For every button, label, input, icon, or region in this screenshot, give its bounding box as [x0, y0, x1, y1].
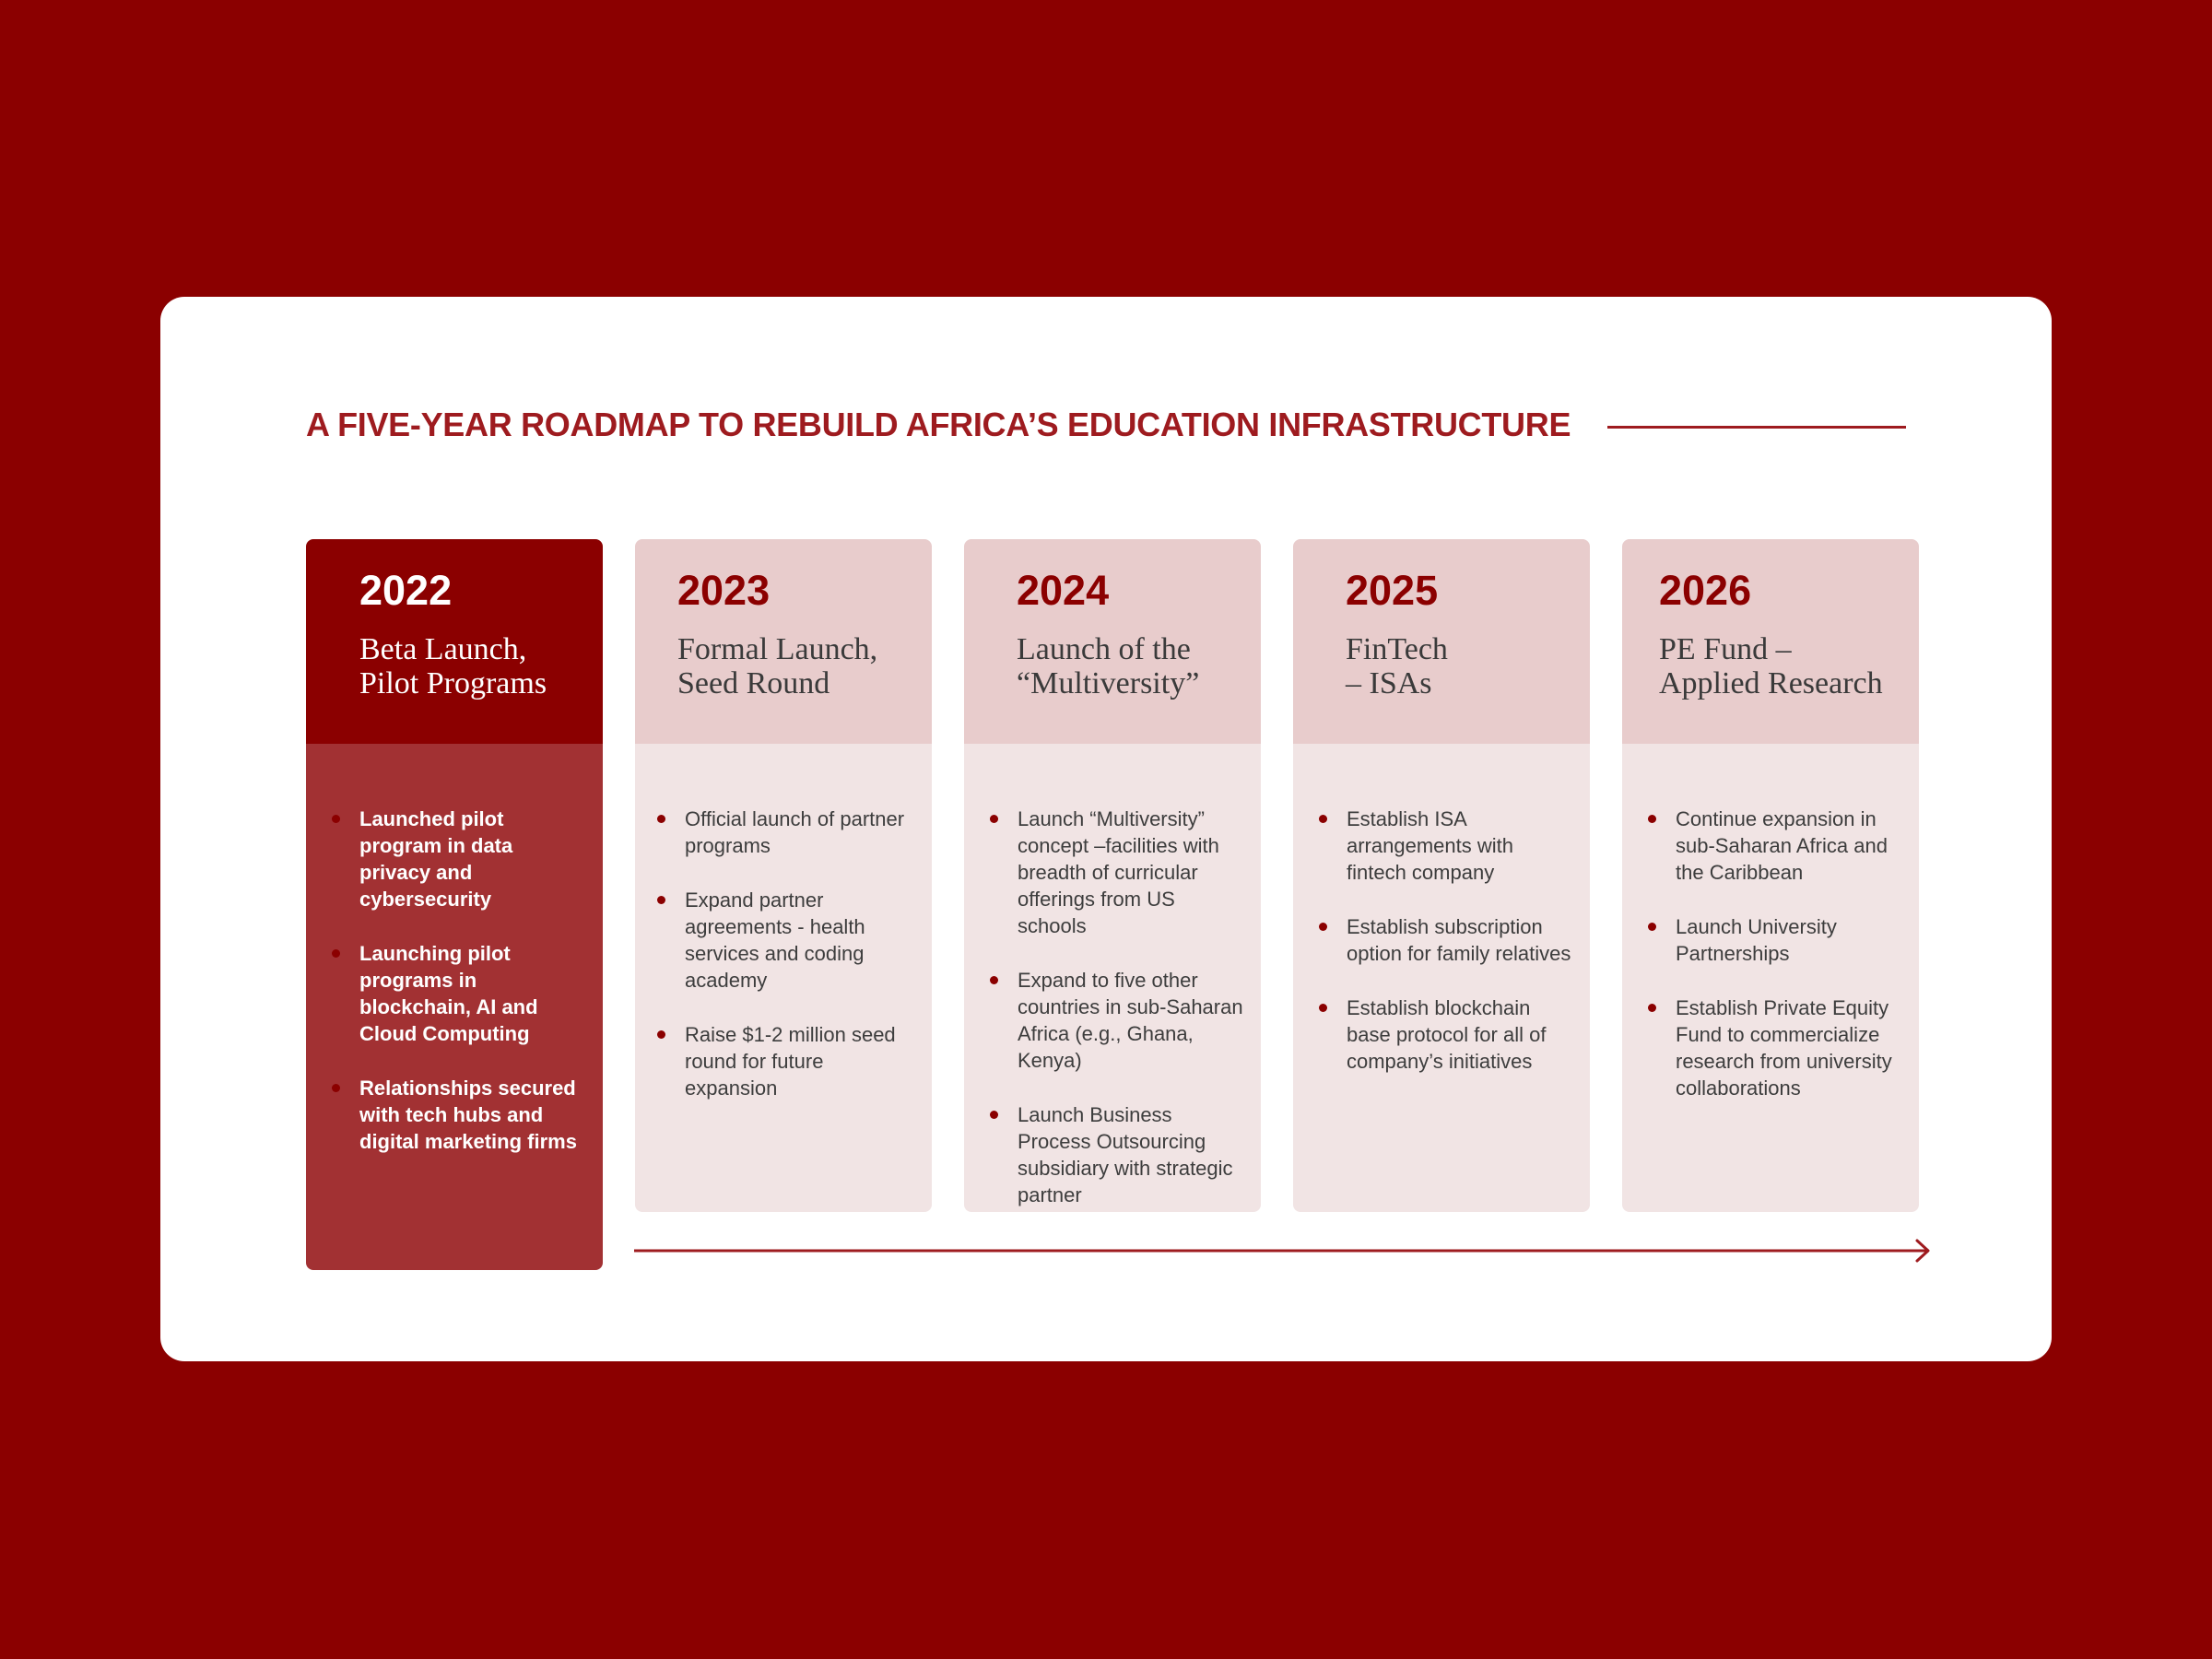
year-header [964, 539, 1261, 744]
milestone-item: Raise $1-2 million seed round for future expansion [657, 1021, 913, 1101]
year-header [635, 539, 932, 744]
year-header [1293, 539, 1590, 744]
year-label: 2023 [677, 567, 771, 614]
milestone-item: Launching pilot programs in blockchain, AI and Cloud Computing [332, 940, 581, 1047]
bullet-icon [657, 896, 665, 904]
milestone-item: Establish blockchain base protocol for all of company’s initiatives [1319, 994, 1571, 1075]
year-column-2023 [635, 539, 932, 1212]
year-body [964, 744, 1261, 1212]
milestone-item: Establish subscription option for family relatives [1319, 913, 1571, 967]
milestone-item: Expand to five other countries in sub-Saharan Africa (e.g., Ghana, Kenya) [990, 967, 1248, 1074]
page-title: A FIVE-YEAR ROADMAP TO REBUILD AFRICA’S EDUCATION INFRASTRUCTURE [306, 406, 1571, 443]
milestone-item: Launched pilot program in data privacy and cybersecurity [332, 806, 581, 912]
bullet-icon [332, 1084, 340, 1092]
year-column-2026 [1622, 539, 1919, 1212]
milestone-list [1648, 806, 1893, 1101]
milestone-item: Continue expansion in sub-Saharan Africa and the Caribbean [1648, 806, 1893, 886]
bullet-icon [990, 815, 998, 823]
year-column-2025 [1293, 539, 1590, 1212]
phase-title: Beta Launch, Pilot Programs [359, 632, 547, 700]
roadmap-card [160, 297, 2052, 1361]
milestone-item: Relationships secured with tech hubs and digital marketing firms [332, 1075, 581, 1155]
milestone-list [990, 806, 1248, 1208]
milestone-list [332, 806, 581, 1155]
phase-title: Launch of the “Multiversity” [1017, 632, 1200, 700]
title-rule [1607, 426, 1906, 429]
bullet-icon [1319, 923, 1327, 931]
bullet-icon [1648, 1004, 1656, 1012]
bullet-icon [990, 1111, 998, 1119]
bullet-icon [1319, 1004, 1327, 1012]
milestone-item: Expand partner agreements - health services and coding academy [657, 887, 913, 994]
phase-title: Formal Launch, Seed Round [677, 632, 878, 700]
year-column-2022 [306, 539, 603, 1270]
milestone-item: Launch “Multiversity” concept –facilities with breadth of curricular offerings from US schools [990, 806, 1248, 939]
bullet-icon [657, 1030, 665, 1039]
year-header [1622, 539, 1919, 744]
year-body [635, 744, 932, 1212]
bullet-icon [1648, 815, 1656, 823]
phase-title: FinTech – ISAs [1346, 632, 1448, 700]
milestone-item: Establish ISA arrangements with fintech company [1319, 806, 1571, 886]
bullet-icon [332, 815, 340, 823]
milestone-list [1319, 806, 1571, 1075]
year-label: 2022 [359, 567, 453, 614]
milestone-list [657, 806, 913, 1101]
phase-title: PE Fund – Applied Research [1659, 632, 1883, 700]
bullet-icon [332, 949, 340, 958]
timeline-arrow-icon [634, 1237, 1934, 1265]
bullet-icon [657, 815, 665, 823]
year-label: 2026 [1659, 567, 1752, 614]
bullet-icon [1319, 815, 1327, 823]
year-header [306, 539, 603, 744]
year-label: 2025 [1346, 567, 1439, 614]
milestone-item: Official launch of partner programs [657, 806, 913, 859]
year-column-2024 [964, 539, 1261, 1212]
milestone-item: Establish Private Equity Fund to commercialize research from university collaborations [1648, 994, 1893, 1101]
milestone-item: Launch Business Process Outsourcing subsidiary with strategic partner [990, 1101, 1248, 1208]
year-body [1293, 744, 1590, 1212]
year-label: 2024 [1017, 567, 1110, 614]
year-body [1622, 744, 1919, 1212]
year-body [306, 744, 603, 1270]
milestone-item: Launch University Partnerships [1648, 913, 1893, 967]
bullet-icon [1648, 923, 1656, 931]
bullet-icon [990, 976, 998, 984]
